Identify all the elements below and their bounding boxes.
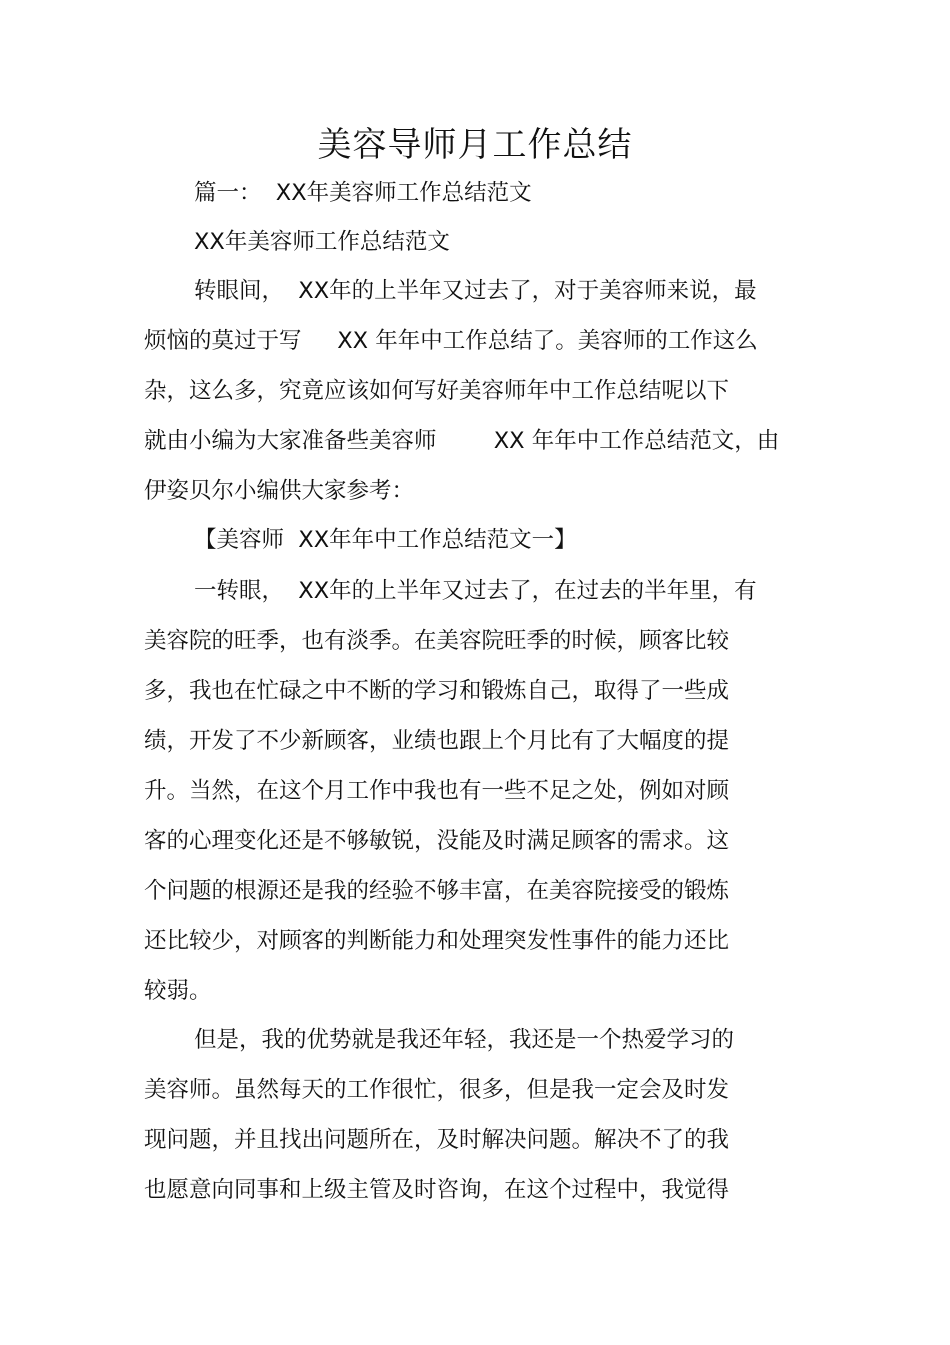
section-heading: 篇一： XX年美容师工作总结范文 <box>194 180 532 206</box>
paragraph-line: 绩，开发了不少新顾客，业绩也跟上个月比有了大幅度的提 <box>144 728 730 754</box>
article-heading: 【美容师 XX年年中工作总结范文一】 <box>194 527 577 553</box>
paragraph-line: 升。当然，在这个月工作中我也有一些不足之处，例如对顾 <box>144 778 730 804</box>
paragraph-line: 但是，我的优势就是我还年轻，我还是一个热爱学习的 <box>194 1027 735 1053</box>
document-title: 美容导师月工作总结 <box>317 125 633 165</box>
paragraph-line: 一转眼， XX年的上半年又过去了，在过去的半年里，有 <box>194 578 757 604</box>
paragraph-line: 美容师。虽然每天的工作很忙，很多，但是我一定会及时发 <box>144 1077 730 1103</box>
paragraph-line: 美容院的旺季，也有淡季。在美容院旺季的时候，顾客比较 <box>144 628 730 654</box>
paragraph-line: 杂，这么多，究竟应该如何写好美容师年中工作总结呢以下 <box>144 378 730 404</box>
paragraph-line: 伊姿贝尔小编供大家参考： <box>144 478 415 504</box>
paragraph-line: 较弱。 <box>144 978 212 1004</box>
subheading: XX年美容师工作总结范文 <box>194 229 450 255</box>
paragraph-line: 客的心理变化还是不够敏锐，没能及时满足顾客的需求。这 <box>144 828 730 854</box>
paragraph-line: 多，我也在忙碌之中不断的学习和锻炼自己，取得了一些成 <box>144 678 730 704</box>
paragraph-line: 转眼间， XX年的上半年又过去了，对于美容师来说，最 <box>194 278 757 304</box>
paragraph-line: 也愿意向同事和上级主管及时咨询，在这个过程中，我觉得 <box>144 1177 730 1203</box>
paragraph-line: 就由小编为大家准备些美容师 XX 年年中工作总结范文，由 <box>144 428 780 454</box>
paragraph-line: 烦恼的莫过于写 XX 年年中工作总结了。美容师的工作这么 <box>144 328 758 354</box>
paragraph-line: 现问题，并且找出问题所在，及时解决问题。解决不了的我 <box>144 1127 730 1153</box>
paragraph-line: 个问题的根源还是我的经验不够丰富，在美容院接受的锻炼 <box>144 878 730 904</box>
paragraph-line: 还比较少，对顾客的判断能力和处理突发性事件的能力还比 <box>144 928 730 954</box>
